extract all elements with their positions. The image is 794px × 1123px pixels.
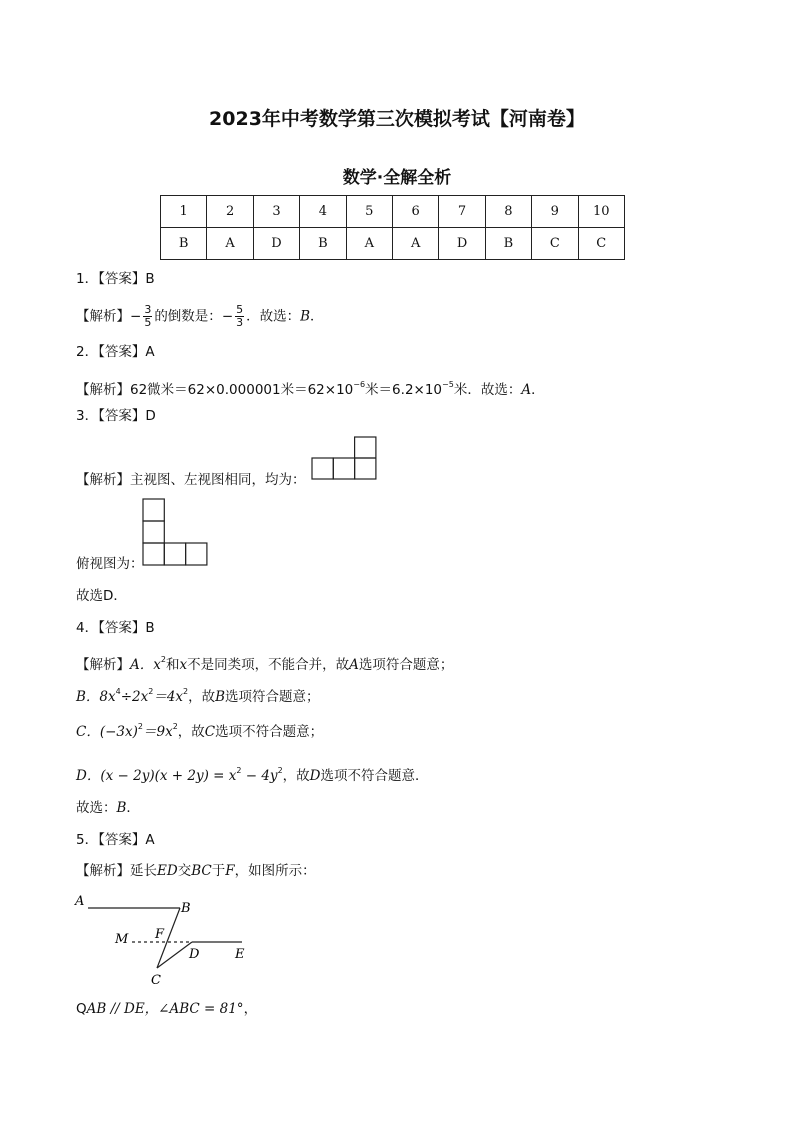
fraction-denominator: 3 [236,316,244,329]
table-cell: 3 [253,196,299,228]
square [312,458,333,479]
page-subtitle: 数学·全解全析 [342,168,452,188]
math-expr: F [225,863,235,879]
option-label: B [116,800,127,816]
math-expr: ．(−3x) [86,724,138,740]
text: ，故 [177,724,205,740]
table-cell: B [485,228,531,260]
fraction [143,304,152,329]
choice-letter: A [521,382,532,398]
table-cell: A [392,228,438,260]
table-cell: 10 [578,196,624,228]
exponent: 2 [183,687,189,696]
option-label: A [349,657,359,673]
punct: ． [310,308,324,325]
exponent: 2 [236,766,242,775]
choice-letter: B [300,308,311,325]
front-view-figure [311,436,381,481]
fraction-numerator: 3 [144,303,152,316]
math-expr: ÷2x [120,689,149,705]
q2-answer: 2．【答案】A [76,344,155,360]
q5-analysis [76,862,316,880]
q4-option-d [76,762,429,785]
label-b: B [181,901,191,916]
math-expr: ．(x − 2y)(x + 2y) = x [86,768,237,784]
math-expr: ，∠ABC = 81° [144,1001,244,1017]
q4-option-a [76,651,453,674]
table-cell: 5 [346,196,392,228]
table-cell: 2 [207,196,253,228]
math-expr: ED [157,863,178,879]
exponent: 2 [148,687,154,696]
analysis-tag: 【解析】 [76,657,130,673]
q2-text: 米＝6.2×10 [365,382,443,398]
exponent: 2 [160,655,166,664]
q1-text: 的倒数是： [154,308,222,325]
q5-last-line [76,1000,257,1018]
math-expr: ．8x [85,689,116,705]
fraction-denominator: 5 [144,316,152,329]
q2-analysis [76,376,545,399]
geometry-figure [72,893,272,993]
option-label: D [309,768,321,784]
table-cell: D [439,228,485,260]
answer-table-number-row [161,196,625,228]
table-cell: D [253,228,299,260]
q1-analysis [76,304,324,329]
text: ，如图所示： [234,863,316,879]
table-cell: 9 [532,196,578,228]
analysis-tag: 【解析】延长 [76,863,157,879]
option-label: B [215,689,226,705]
label-d: D [189,947,200,962]
math-expr: ＝9x [143,724,173,740]
answer-table-answer-row [161,228,625,260]
text: 选项不符合题意． [320,768,429,784]
table-cell: A [207,228,253,260]
table-cell: 8 [485,196,531,228]
q3-top-view-label: 俯视图为： [76,556,144,572]
math-expr: ．x [139,657,161,673]
q3-analysis: 【解析】主视图、左视图相同，均为： [76,472,306,488]
text: 选项不符合题意； [215,724,324,740]
exponent: −5 [442,380,454,389]
q5-answer: 5．【答案】A [76,832,155,848]
answer-table [160,195,625,260]
text: 于 [211,863,226,879]
text: 不是同类项，不能合并，故 [187,657,350,673]
table-cell: 7 [439,196,485,228]
exponent: 2 [137,722,143,731]
option-label: C [76,724,87,740]
q2-text: 【解析】62微米＝62×0.000001米＝62×10 [76,382,354,398]
square [164,543,185,565]
punct: ． [531,382,545,398]
exponent: 2 [277,766,283,775]
square [143,543,164,565]
text: ，故 [188,689,216,705]
text: 选项符合题意； [225,689,320,705]
table-cell: 1 [161,196,207,228]
square [186,543,207,565]
text: 和 [165,657,180,673]
q2-text: 米．故选： [453,382,522,398]
exponent: −6 [353,380,366,389]
square [143,521,164,543]
q3-answer: 3．【答案】D [76,408,156,424]
text: Q [76,1001,87,1017]
text: ，故 [282,768,310,784]
label-e: E [235,947,245,962]
text: 选项符合题意； [358,657,454,673]
q1-text: ．故选： [246,308,301,325]
exponent: 4 [115,687,121,696]
top-view-figure [142,498,212,568]
square [333,458,354,479]
q4-answer: 4．【答案】B [76,620,155,636]
q4-conclusion [76,799,140,817]
minus-sign: − [130,308,142,325]
text: 故选： [76,800,117,816]
table-cell: 4 [300,196,346,228]
table-cell: 6 [392,196,438,228]
square [143,499,164,521]
q1-answer: 1．【答案】B [76,271,155,287]
page-title: 2023年中考数学第三次模拟考试【河南卷】 [209,108,585,130]
option-label: A [130,657,140,673]
q3-conclusion: 故选D． [76,588,127,604]
label-c: C [151,973,161,988]
square [355,437,376,458]
table-cell: C [532,228,578,260]
minus-sign: − [221,308,234,325]
punct: ， [243,1001,258,1017]
math-expr: − 4y [241,768,278,784]
table-cell: A [346,228,392,260]
label-a: A [75,894,85,909]
option-label: B [76,689,86,705]
table-cell: C [578,228,624,260]
q4-option-c [76,718,323,741]
exponent: 2 [172,722,178,731]
math-expr: ＝4x [153,689,184,705]
text: 交 [177,863,192,879]
fraction-numerator: 5 [236,303,244,316]
math-expr: x [179,657,188,673]
option-label: D [76,768,87,784]
q4-option-b [76,683,320,706]
square [355,458,376,479]
table-cell: B [300,228,346,260]
option-label: C [204,724,216,740]
punct: ． [126,800,140,816]
label-f: F [155,927,165,942]
analysis-tag: 【解析】 [76,308,130,325]
math-expr: BC [191,863,212,879]
fraction [235,304,244,329]
math-expr: AB // DE [86,1001,145,1017]
label-m: M [115,932,129,947]
table-cell: B [161,228,207,260]
